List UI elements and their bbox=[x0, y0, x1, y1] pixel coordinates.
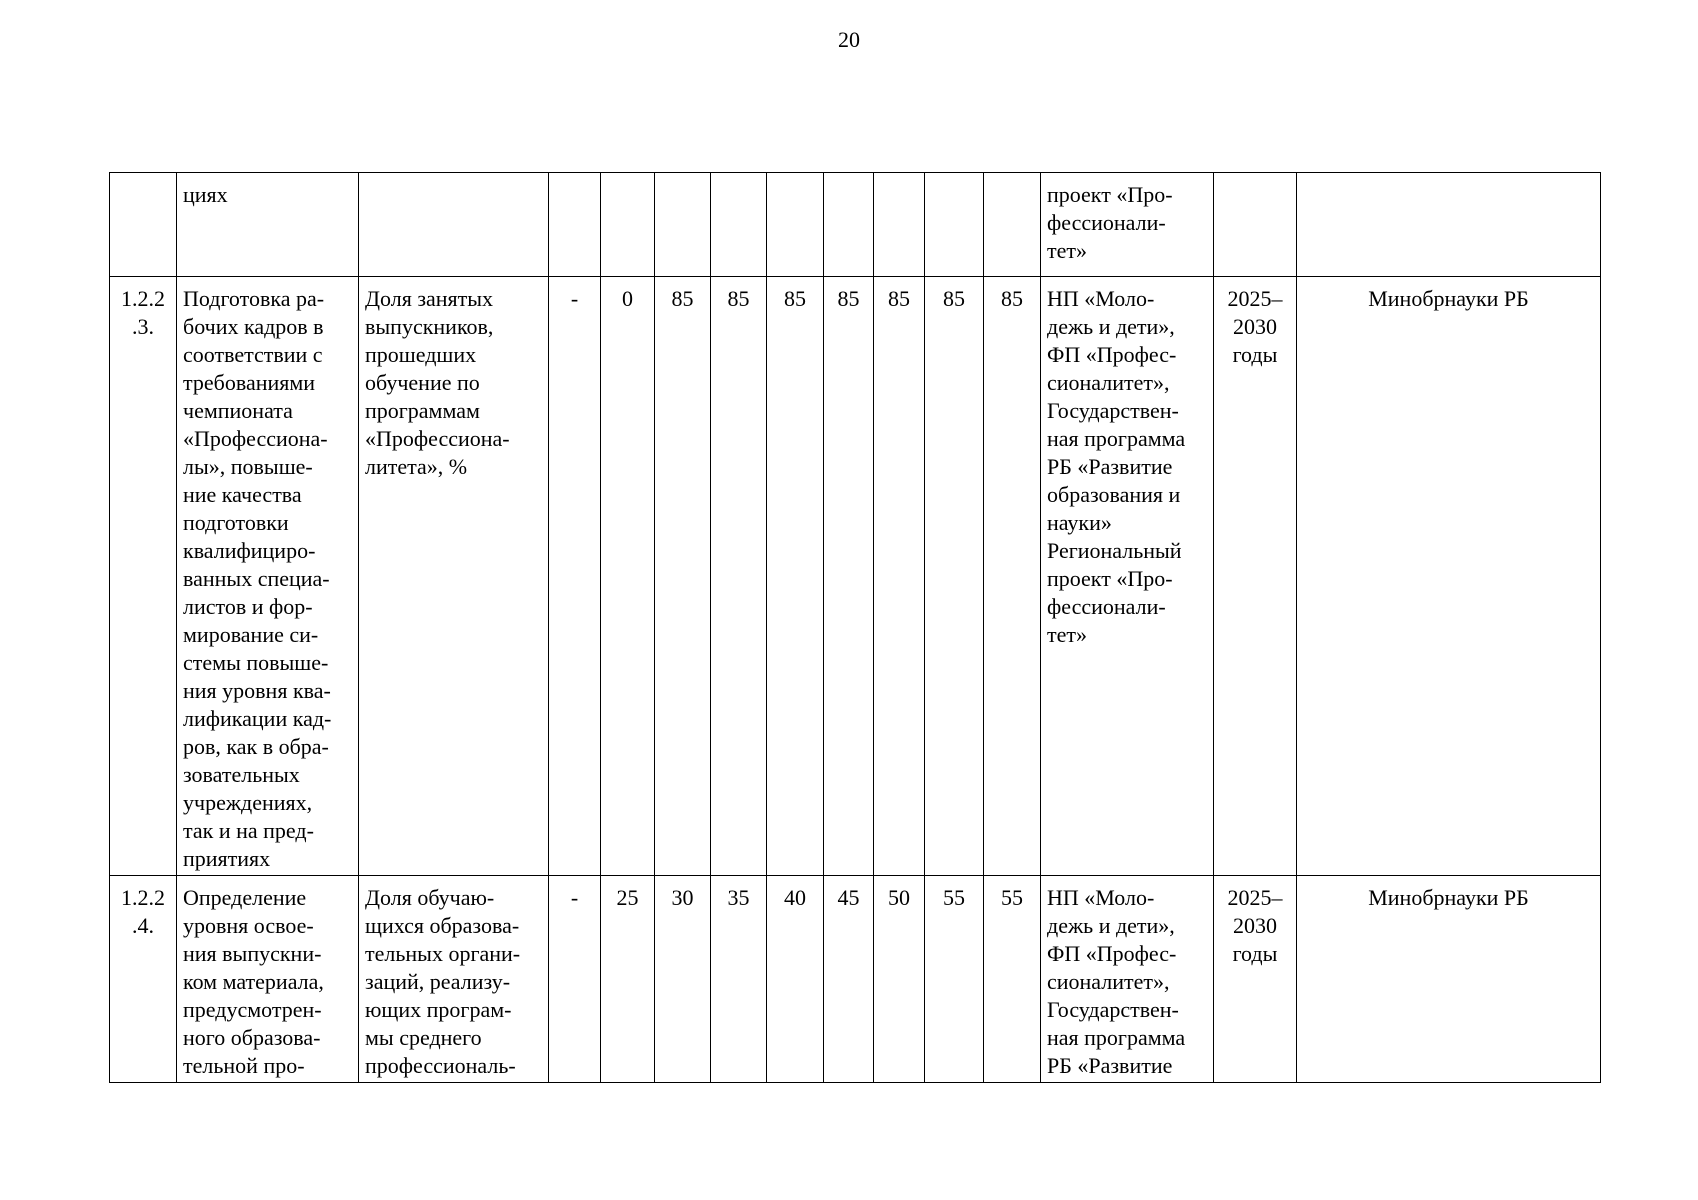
value-cell bbox=[984, 173, 1041, 277]
funding-source-cell: проект «Про- фессионали- тет» bbox=[1041, 173, 1214, 277]
table-row bbox=[110, 173, 1601, 277]
measure-cell: циях bbox=[177, 173, 359, 277]
value-cell: 85 bbox=[874, 277, 925, 876]
value-cell: 0 bbox=[601, 277, 655, 876]
measure-cell: Подготовка ра- бочих кадров в соответствии с требованиями чемпионата «Профессиона- лы», повыше- ние качества подготовки квалифициро- ванных специа- листов и фор- мирование си- стемы повыше- ния уровня ква- лификации кад- ров, как в обра- зовательных учреждениях, так и на пред- приятиях bbox=[177, 277, 359, 876]
value-cell bbox=[549, 173, 601, 277]
value-cell: 40 bbox=[767, 876, 824, 1083]
value-cell: 55 bbox=[925, 876, 984, 1083]
value-cell: 50 bbox=[874, 876, 925, 1083]
executor-cell: Минобрнауки РБ bbox=[1297, 277, 1601, 876]
value-cell: 85 bbox=[655, 277, 711, 876]
indicator-cell: Доля занятых выпускников, прошедших обучение по программам «Профессиона- литета», % bbox=[359, 277, 549, 876]
page-number: 20 bbox=[838, 27, 860, 52]
value-cell bbox=[601, 173, 655, 277]
value-cell: 85 bbox=[925, 277, 984, 876]
item-number-cell: 1.2.2 .4. bbox=[110, 876, 177, 1083]
value-cell: 85 bbox=[711, 277, 767, 876]
value-cell: 85 bbox=[984, 277, 1041, 876]
value-cell: 55 bbox=[984, 876, 1041, 1083]
measure-cell: Определение уровня освое- ния выпускни- ком материала, предусмотрен- ного образова- тельной про- bbox=[177, 876, 359, 1083]
value-cell bbox=[824, 173, 874, 277]
indicator-cell: Доля обучаю- щихся образова- тельных органи- заций, реализу- ющих програм- мы среднего профессиональ- bbox=[359, 876, 549, 1083]
value-cell bbox=[711, 173, 767, 277]
period-cell: 2025– 2030 годы bbox=[1214, 277, 1297, 876]
indicator-cell bbox=[359, 173, 549, 277]
program-table bbox=[109, 172, 1601, 1083]
executor-cell bbox=[1297, 173, 1601, 277]
value-cell: - bbox=[549, 876, 601, 1083]
value-cell: 35 bbox=[711, 876, 767, 1083]
value-cell: 85 bbox=[824, 277, 874, 876]
item-number-cell bbox=[110, 173, 177, 277]
period-cell bbox=[1214, 173, 1297, 277]
value-cell: 25 bbox=[601, 876, 655, 1083]
value-cell: 85 bbox=[767, 277, 824, 876]
executor-cell: Минобрнауки РБ bbox=[1297, 876, 1601, 1083]
value-cell: - bbox=[549, 277, 601, 876]
value-cell: 45 bbox=[824, 876, 874, 1083]
table-row bbox=[110, 876, 1601, 1083]
funding-source-cell: НП «Моло- дежь и дети», ФП «Профес- сионалитет», Государствен- ная программа РБ «Развитие образования и науки» Региональный проект «Про- фессионали- тет» bbox=[1041, 277, 1214, 876]
value-cell bbox=[874, 173, 925, 277]
value-cell bbox=[767, 173, 824, 277]
value-cell bbox=[925, 173, 984, 277]
period-cell: 2025– 2030 годы bbox=[1214, 876, 1297, 1083]
funding-source-cell: НП «Моло- дежь и дети», ФП «Профес- сионалитет», Государствен- ная программа РБ «Развитие bbox=[1041, 876, 1214, 1083]
table-row bbox=[110, 277, 1601, 876]
item-number-cell: 1.2.2 .3. bbox=[110, 277, 177, 876]
value-cell bbox=[655, 173, 711, 277]
value-cell: 30 bbox=[655, 876, 711, 1083]
